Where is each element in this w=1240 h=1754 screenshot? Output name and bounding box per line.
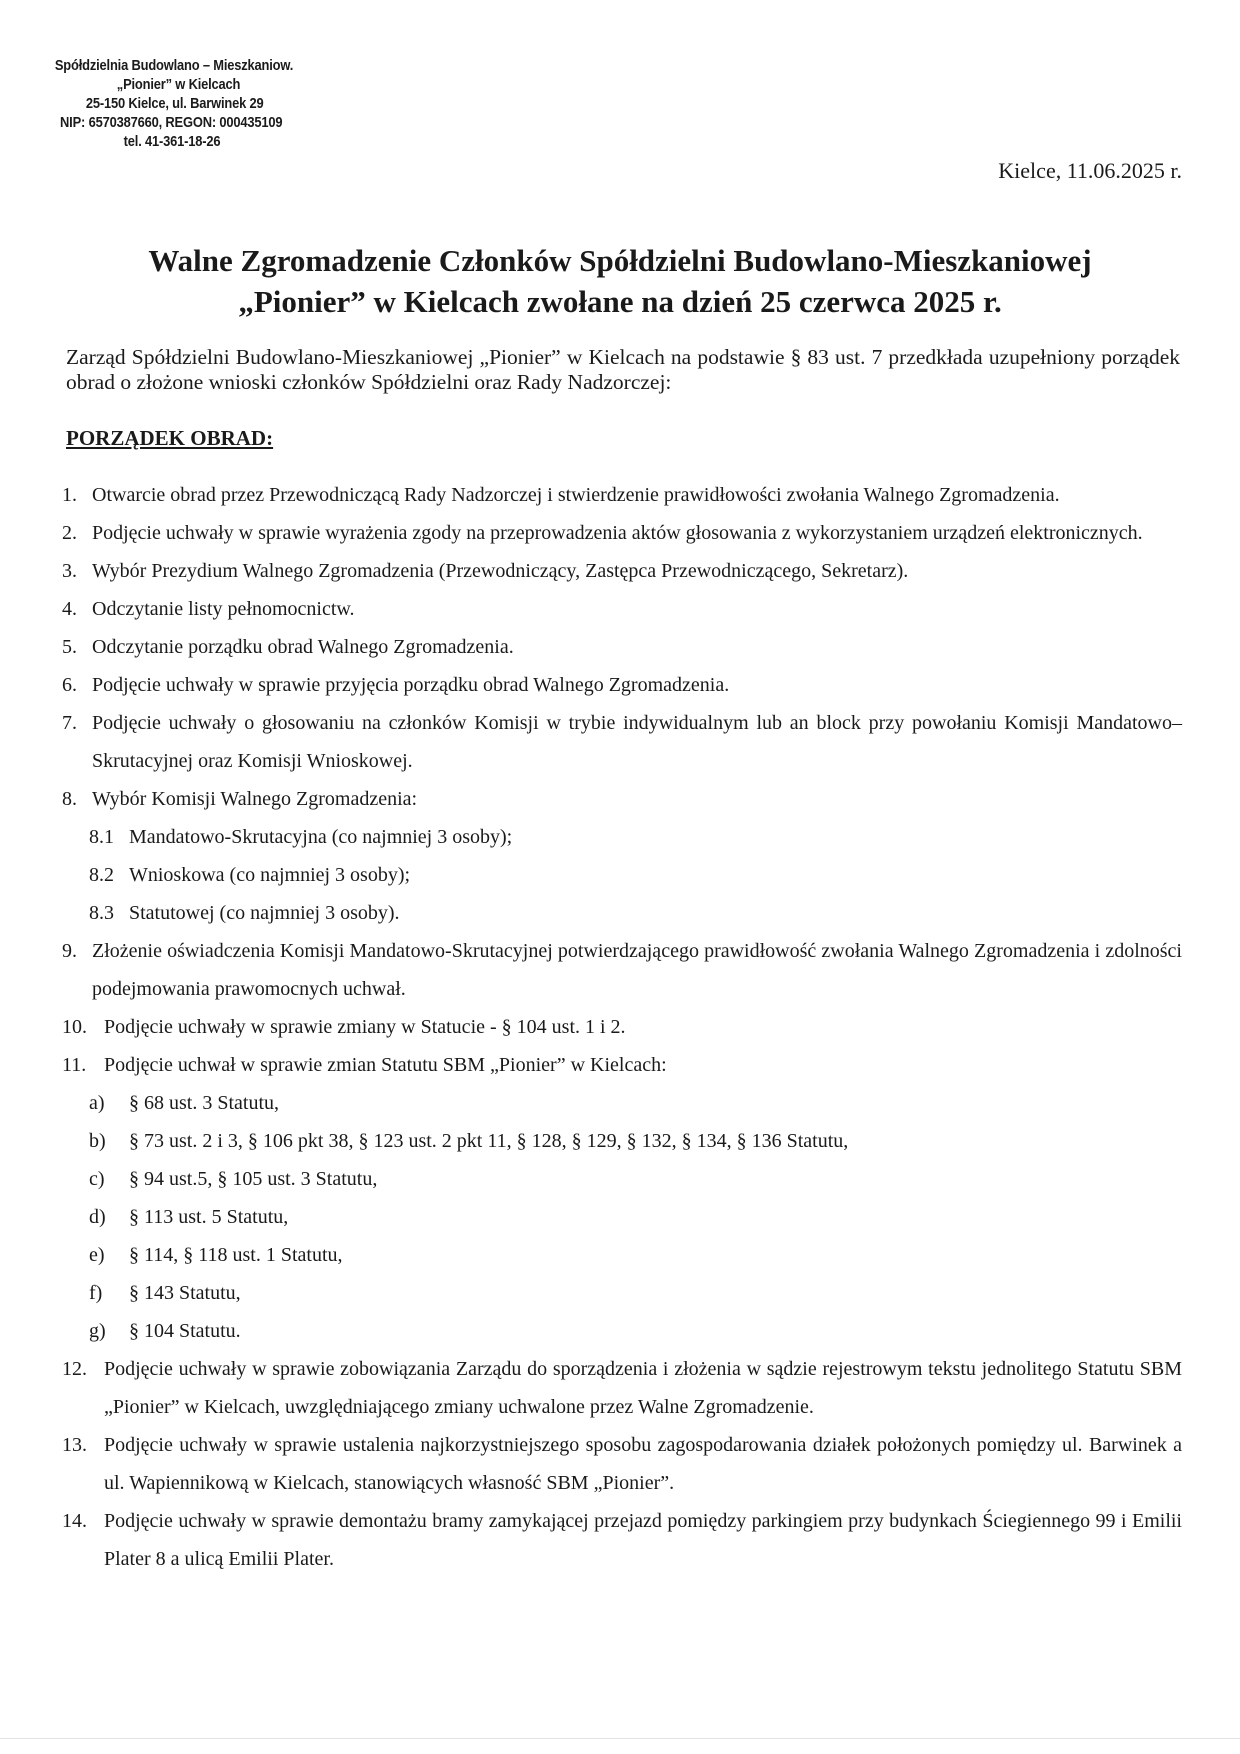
page-edge-line [0,1738,1240,1739]
item-number: 12. [62,1358,87,1380]
item-text: Wybór Prezydium Walnego Zgromadzenia (Przewodniczący, Zastępca Przewodniczącego, Sekretarz). [92,560,909,582]
subitem-number: b) [89,1130,106,1152]
item-number: 1. [62,484,77,506]
agenda-list [62,476,1182,1578]
item-number: 4. [62,598,77,620]
stamp-line: 25-150 Kielce, ul. Barwinek 29 [85,95,264,112]
agenda-item [62,628,1182,666]
subitem [62,1236,1182,1274]
item-text: Odczytanie porządku obrad Walnego Zgromadzenia. [92,636,514,658]
subitem-number: 8.2 [89,864,114,886]
agenda-item [62,590,1182,628]
subitem-number: f) [89,1282,103,1304]
subitem-number: d) [89,1206,106,1228]
subitem [62,894,1182,932]
item-number: 3. [62,560,77,582]
agenda-heading: PORZĄDEK OBRAD: [66,426,274,450]
subitem [62,1198,1182,1236]
item-number: 6. [62,674,77,696]
subitem [62,1160,1182,1198]
subitem-number: a) [89,1092,105,1114]
stamp-line: tel. 41-361-18-26 [123,133,221,150]
item-text: Podjęcie uchwały w sprawie ustalenia najkorzystniejszego sposobu zagospodarowania działek położonych pomiędzy ul. Barwinek a ul. Wapiennikową w Kielcach, stanowiących własność SBM „Pionier”. [104,1434,1182,1494]
item-number: 8. [62,788,77,810]
item-text: Podjęcie uchwały o głosowaniu na członków Komisji w trybie indywidualnym lub an block przy powołaniu Komisji Mandatowo–Skrutacyjnej oraz Komisji Wnioskowej. [92,712,1182,772]
item-text: Podjęcie uchwał w sprawie zmian Statutu SBM „Pionier” w Kielcach: [104,1054,667,1076]
item-number: 11. [62,1054,87,1076]
item-text: Podjęcie uchwały w sprawie zobowiązania Zarządu do sporządzenia i złożenia w sądzie rejestrowym tekstu jednolitego Statutu SBM „Pionier” w Kielcach, uwzględniającego zmiany uchwalone przez Walne Zgromadzenie. [104,1358,1182,1418]
subitem-text: § 104 Statutu. [129,1320,241,1342]
item-number: 7. [62,712,77,734]
item-text: Wybór Komisji Walnego Zgromadzenia: [92,788,418,810]
agenda-item [62,476,1182,514]
subitem-text: § 94 ust.5, § 105 ust. 3 Statutu, [129,1168,378,1190]
item-number: 13. [62,1434,87,1456]
item-text: Odczytanie listy pełnomocnictw. [92,598,355,620]
item-text: Podjęcie uchwały w sprawie wyrażenia zgody na przeprowadzenia aktów głosowania z wykorzystaniem urządzeń elektronicznych. [92,522,1143,544]
subitem [62,856,1182,894]
subitem [62,1312,1182,1350]
agenda-item [62,1426,1182,1502]
agenda-item [62,1008,1182,1046]
item-number: 2. [62,522,77,544]
agenda-item [62,552,1182,590]
stamp-line: „Pionier” w Kielcach [116,76,241,93]
item-number: 10. [62,1016,87,1038]
agenda-item [62,514,1182,552]
item-number: 14. [62,1510,87,1532]
subitem [62,1274,1182,1312]
item-number: 9. [62,940,77,962]
agenda-item [62,1046,1182,1084]
stamp-line: NIP: 6570387660, REGON: 000435109 [60,114,283,131]
subitem-text: § 143 Statutu, [129,1282,241,1304]
subitem-text: Mandatowo-Skrutacyjna (co najmniej 3 osoby); [129,826,513,848]
document-title [60,240,1180,322]
subitem [62,1084,1182,1122]
subitem-number: 8.1 [89,826,114,848]
subitem-number: c) [89,1168,105,1190]
item-text: Otwarcie obrad przez Przewodniczącą Rady Nadzorczej i stwierdzenie prawidłowości zwołania Walnego Zgromadzenia. [92,484,1060,506]
stamp-line: Spółdzielnia Budowlano – Mieszkaniow. [54,57,294,74]
subitem-number: g) [89,1320,106,1342]
title-line: Walne Zgromadzenie Członków Spółdzielni Budowlano-Mieszkaniowej [148,243,1092,278]
item-text: Podjęcie uchwały w sprawie przyjęcia porządku obrad Walnego Zgromadzenia. [92,674,730,696]
agenda-item [62,704,1182,780]
document-date: Kielce, 11.06.2025 r. [998,158,1182,183]
subitem-text: § 68 ust. 3 Statutu, [129,1092,280,1114]
item-number: 5. [62,636,77,658]
agenda-item [62,1502,1182,1578]
title-line: „Pionier” w Kielcach zwołane na dzień 25 czerwca 2025 r. [238,284,1002,319]
agenda-item [62,932,1182,1008]
subitem-number: 8.3 [89,902,114,924]
subitem-text: § 114, § 118 ust. 1 Statutu, [129,1244,343,1266]
agenda-item [62,666,1182,704]
subitem-text: Wnioskowa (co najmniej 3 osoby); [129,864,411,886]
agenda-item [62,780,1182,818]
intro-paragraph: Zarząd Spółdzielni Budowlano-Mieszkaniowej „Pionier” w Kielcach na podstawie § 83 ust. 7 przedkłada uzupełniony porządek obrad o złożone wnioski członków Spółdzielni oraz Rady Nadzorczej: [66,345,1180,394]
subitem-number: e) [89,1244,105,1266]
agenda-item [62,1350,1182,1426]
subitem [62,1122,1182,1160]
company-stamp [48,56,323,151]
item-text: Podjęcie uchwały w sprawie demontażu bramy zamykającej przejazd pomiędzy parkingiem przy budynkach Ściegiennego 99 i Emilii Plater 8 a ulicą Emilii Plater. [104,1510,1182,1570]
subitem-text: Statutowej (co najmniej 3 osoby). [129,902,400,924]
item-text: Podjęcie uchwały w sprawie zmiany w Statucie - § 104 ust. 1 i 2. [104,1016,626,1038]
item-text: Złożenie oświadczenia Komisji Mandatowo-Skrutacyjnej potwierdzającego prawidłowość zwołania Walnego Zgromadzenia i zdolności podejmowania prawomocnych uchwał. [92,940,1182,1000]
subitem-text: § 73 ust. 2 i 3, § 106 pkt 38, § 123 ust. 2 pkt 11, § 128, § 129, § 132, § 134, § 136 Statutu, [129,1130,849,1152]
subitem-text: § 113 ust. 5 Statutu, [129,1206,289,1228]
subitem [62,818,1182,856]
